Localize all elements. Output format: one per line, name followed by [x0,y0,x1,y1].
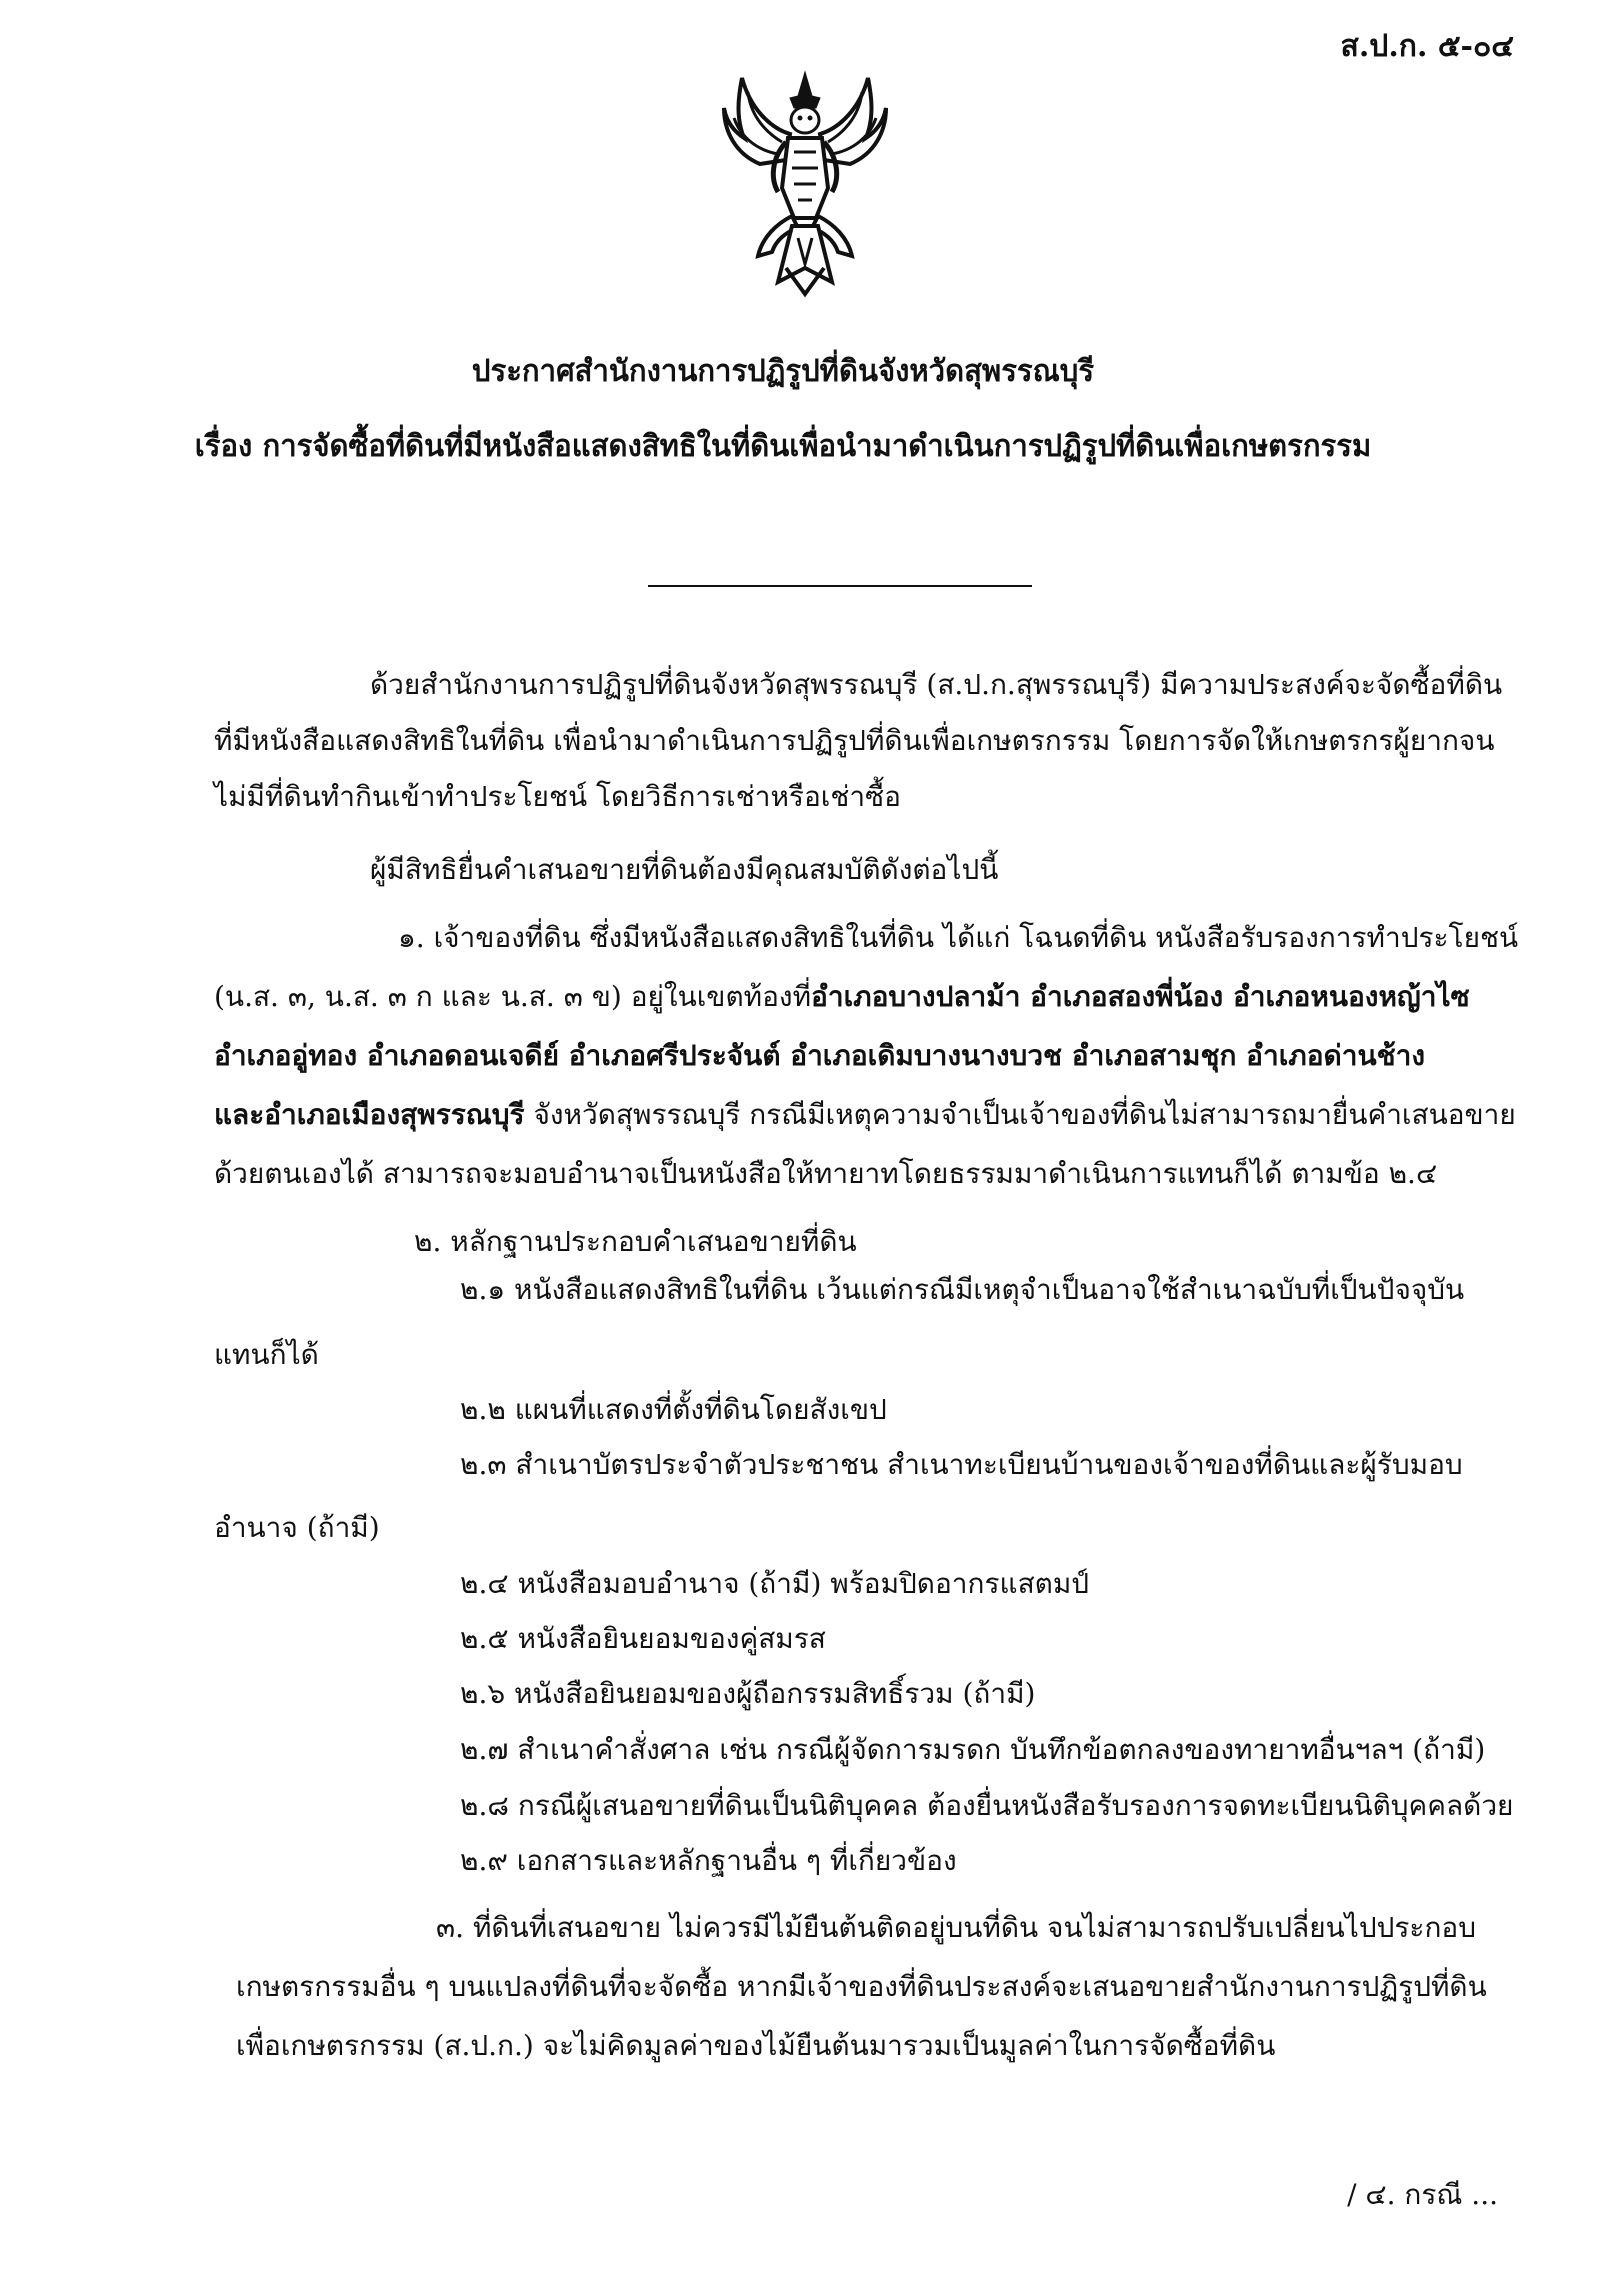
item3-line-2: เกษตรกรรมอื่น ๆ บนแปลงที่ดินที่จะจัดซื้อ หากมีเจ้าของที่ดินประสงค์จะเสนอขายสำนักงานการปฏิรูปที่ดิน [236,1970,1487,2003]
item1-line-4-district: และอำเภอเมืองสุพรรณบุรี [214,1098,525,1131]
document-subject: เรื่อง การจัดซื้อที่ดินที่มีหนังสือแสดงสิทธิในที่ดินเพื่อนำมาดำเนินการปฏิรูปที่ดินเพื่อเกษตรกรรม [194,429,1372,464]
item1-line-5: ด้วยตนเองได้ สามารถจะมอบอำนาจเป็นหนังสือให้ทายาทโดยธรรมมาดำเนินการแทนก็ได้ ตามข้อ ๒.๔ [214,1157,1438,1190]
item2-7: ๒.๗ สำเนาคำสั่งศาล เช่น กรณีผู้จัดการมรดก บันทึกข้อตกลงของทายาทอื่นฯลฯ (ถ้ามี) [460,1733,1486,1766]
item2-1-line-1: ๒.๑ หนังสือแสดงสิทธิในที่ดิน เว้นแต่กรณีมีเหตุจำเป็นอาจใช้สำเนาฉบับที่เป็นปัจจุบัน [460,1273,1465,1306]
item2-5: ๒.๕ หนังสือยินยอมของคู่สมรส [460,1622,826,1655]
form-code: ส.ป.ก. ๕-๐๔ [1340,29,1514,64]
item2-heading: ๒. หลักฐานประกอบคำเสนอขายที่ดิน [414,1225,857,1258]
item1-line-2-plain: (น.ส. ๓, น.ส. ๓ ก และ น.ส. ๓ ข) อยู่ในเขตท้องที่ [214,980,812,1013]
item2-8: ๒.๘ กรณีผู้เสนอขายที่ดินเป็นนิติบุคคล ต้องยื่นหนังสือรับรองการจดทะเบียนนิติบุคคลด้วย [460,1789,1514,1822]
item1-line-2 [214,980,1470,1014]
item3-line-3: เพื่อเกษตรกรรม (ส.ป.ก.) จะไม่คิดมูลค่าของไม้ยืนต้นมารวมเป็นมูลค่าในการจัดซื้อที่ดิน [236,2029,1276,2062]
item2-3-line-1: ๒.๓ สำเนาบัตรประจำตัวประชาชน สำเนาทะเบียนบ้านของเจ้าของที่ดินและผู้รับมอบ [460,1448,1463,1481]
item1-line-4 [214,1098,1516,1132]
item2-9: ๒.๙ เอกสารและหลักฐานอื่น ๆ ที่เกี่ยวข้อง [460,1844,957,1877]
intro-line-3: ไม่มีที่ดินทำกินเข้าทำประโยชน์ โดยวิธีการเช่าหรือเช่าซื้อ [214,780,901,813]
title-separator [648,585,1032,587]
item2-2: ๒.๒ แผนที่แสดงที่ตั้งที่ดินโดยสังเขป [460,1393,887,1426]
item2-6: ๒.๖ หนังสือยินยอมของผู้ถือกรรมสิทธิ์รวม (ถ้ามี) [460,1677,1036,1710]
item2-1-line-2: แทนก็ได้ [214,1338,319,1371]
item3-line-1: ๓. ที่ดินที่เสนอขาย ไม่ควรมีไม้ยืนต้นติดอยู่บนที่ดิน จนไม่สามารถปรับเปลี่ยนไปประกอบ [436,1911,1477,1944]
item1-line-3-districts: อำเภออู่ทอง อำเภอดอนเจดีย์ อำเภอศรีประจันต์ อำเภอเดิมบางนางบวช อำเภอสามชุก อำเภอด่านช้าง [214,1039,1425,1072]
item2-4: ๒.๔ หนังสือมอบอำนาจ (ถ้ามี) พร้อมปิดอากรแสตมป์ [460,1567,1090,1600]
continuation-note: / ๔. กรณี ... [1347,2178,1498,2211]
item1-line-4-plain: จังหวัดสุพรรณบุรี กรณีมีเหตุความจำเป็นเจ้าของที่ดินไม่สามารถมายื่นคำเสนอขาย [524,1098,1516,1131]
intro-line-2: ที่มีหนังสือแสดงสิทธิในที่ดิน เพื่อนำมาดำเนินการปฏิรูปที่ดินเพื่อเกษตรกรรม โดยการจัดให้เกษตรกรผู้ยากจน [214,724,1495,757]
item2-3-line-2: อำนาจ (ถ้ามี) [214,1511,380,1544]
document-title: ประกาศสำนักงานการปฏิรูปที่ดินจังหวัดสุพรรณบุรี [471,354,1095,389]
item1-line-2-districts: อำเภอบางปลาม้า อำเภอสองพี่น้อง อำเภอหนองหญ้าไซ [811,980,1470,1013]
item1-line-1: ๑. เจ้าของที่ดิน ซึ่งมีหนังสือแสดงสิทธิในที่ดิน ได้แก่ โฉนดที่ดิน หนังสือรับรองการทำประโยชน์ [398,921,1519,954]
qualification-intro: ผู้มีสิทธิยื่นคำเสนอขายที่ดินต้องมีคุณสมบัติดังต่อไปนี้ [370,853,999,886]
intro-line-1: ด้วยสำนักงานการปฏิรูปที่ดินจังหวัดสุพรรณบุรี (ส.ป.ก.สุพรรณบุรี) มีความประสงค์จะจัดซื้อที่ดิน [370,668,1503,701]
garuda-emblem-icon [720,68,890,298]
